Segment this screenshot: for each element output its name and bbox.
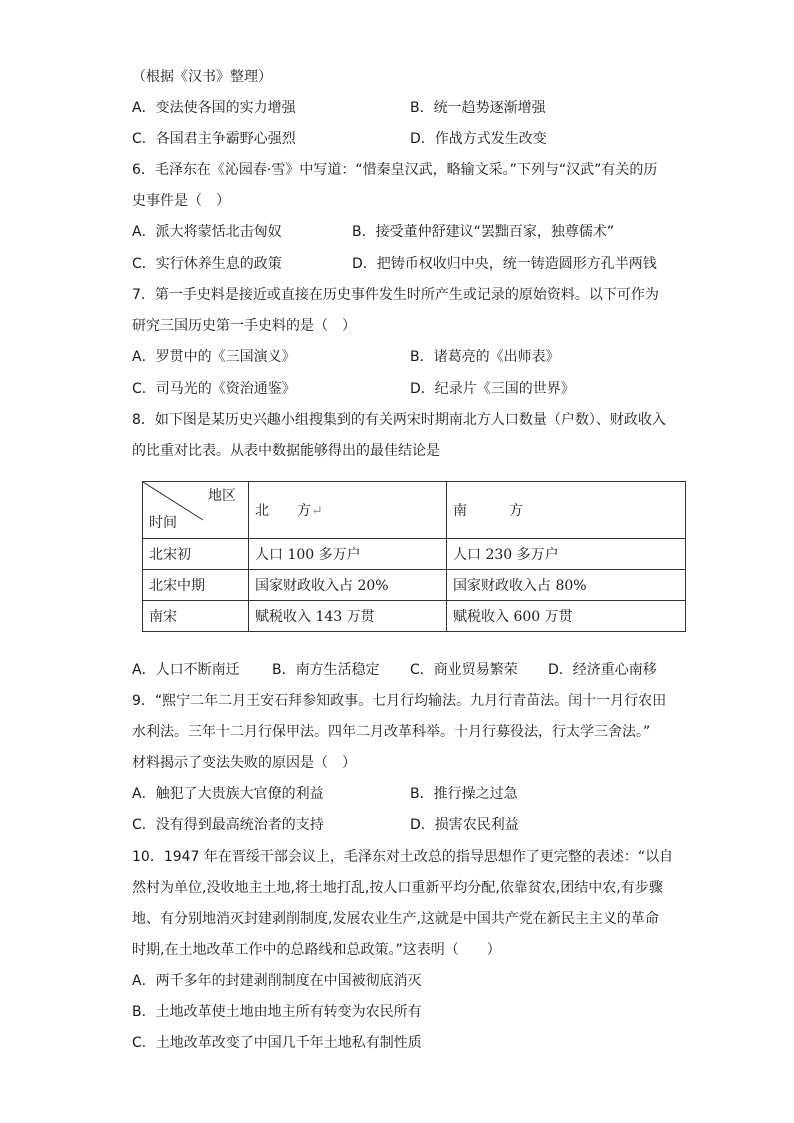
q9-stem-line2: 水利法。三年十二月行保甲法。四年二月改革科举。十月行募役法，行太学三舍法。” — [132, 724, 651, 740]
q9-stem-line1: 9．“熙宁二年二月王安石拜参知政事。七月行均输法。九月行青苗法。闰十一月行农田 — [132, 693, 667, 709]
q5-option-a[interactable]: A．变法使各国的实力增强 — [132, 100, 296, 116]
corner-label-time: 时间 — [149, 515, 177, 531]
q5-option-c[interactable]: C．各国君主争霸野心强烈 — [132, 131, 296, 147]
q7-option-d[interactable]: D．纪录片《三国的世界》 — [410, 381, 575, 397]
q7-option-a[interactable]: A．罗贯中的《三国演义》 — [132, 349, 296, 365]
col-header-south: 南 方 — [447, 482, 686, 539]
q6-option-d[interactable]: D．把铸币权收归中央，统一铸造圆形方孔半两钱 — [352, 256, 657, 272]
q10-stem-line2: 然村为单位,没收地主土地,将土地打乱,按人口重新平均分配,依靠贫农,团结中农,有步骤 — [132, 880, 663, 896]
cell-period: 北宋初 — [143, 539, 249, 570]
q8-option-c[interactable]: C．商业贸易繁荣 — [410, 662, 518, 678]
q9-option-c[interactable]: C．没有得到最高统治者的支持 — [132, 817, 324, 833]
table-row — [143, 570, 686, 601]
q10-stem-line1: 10．1947 年在晋绥干部会议上，毛泽东对土改总的指导思想作了更完整的表述：“以自 — [132, 849, 674, 865]
return-mark-icon: ↵ — [311, 503, 323, 519]
q7-option-b[interactable]: B．诸葛亮的《出师表》 — [410, 349, 560, 365]
q8-option-a[interactable]: A．人口不断南迁 — [132, 662, 240, 678]
q9-option-b[interactable]: B．推行操之过急 — [410, 786, 518, 802]
q6-stem-line1: 6．毛泽东在《沁园春·雪》中写道：“惜秦皇汉武，略输文采。”下列与“汉武”有关的历 — [132, 162, 658, 178]
q10-stem-line4: 时期,在土地改革工作中的总路线和总政策。”这表明（ ） — [132, 942, 501, 958]
q6-option-a[interactable]: A．派大将蒙恬北击匈奴 — [132, 224, 282, 240]
q8-stem-line1: 8．如下图是某历史兴趣小组搜集到的有关两宋时期南北方人口数量（户数）、财政收入 — [132, 412, 666, 428]
col-header-north-text: 北 方 — [255, 503, 311, 519]
population-finance-table — [142, 481, 686, 632]
table-corner-cell — [143, 482, 249, 539]
table-row — [143, 601, 686, 632]
q8-option-d[interactable]: D．经济重心南移 — [548, 662, 657, 678]
table-header-row — [143, 482, 686, 539]
cell-period: 北宋中期 — [143, 570, 249, 601]
source-note: （根据《汉书》整理） — [132, 69, 272, 85]
cell-south: 国家财政收入占 80% — [447, 570, 686, 601]
q9-stem-line3: 材料揭示了变法失败的原因是（ ） — [132, 755, 356, 771]
cell-south: 人口 230 多万户 — [447, 539, 686, 570]
q7-stem-line1: 7．第一手史料是接近或直接在历史事件发生时所产生或记录的原始资料。以下可作为 — [132, 287, 659, 303]
q6-option-c[interactable]: C．实行休养生息的政策 — [132, 256, 282, 272]
q8-stem-line2: 的比重对比表。从表中数据能够得出的最佳结论是 — [132, 443, 440, 459]
q10-option-a[interactable]: A．两千多年的封建剥削制度在中国被彻底消灭 — [132, 973, 422, 989]
col-header-north — [249, 482, 447, 539]
cell-south: 赋税收入 600 万贯 — [447, 601, 686, 632]
corner-label-region: 地区 — [208, 488, 236, 504]
cell-north: 国家财政收入占 20% — [249, 570, 447, 601]
q5-option-b[interactable]: B．统一趋势逐渐增强 — [410, 100, 546, 116]
cell-north: 人口 100 多万户 — [249, 539, 447, 570]
q6-stem-line2: 史事件是（ ） — [132, 193, 230, 209]
q6-option-b[interactable]: B．接受董仲舒建议“罢黜百家，独尊儒术” — [352, 224, 615, 240]
table-row — [143, 539, 686, 570]
q9-option-d[interactable]: D．损害农民利益 — [410, 817, 519, 833]
q7-option-c[interactable]: C．司马光的《资治通鉴》 — [132, 381, 296, 397]
q9-option-a[interactable]: A．触犯了大贵族大官僚的利益 — [132, 786, 324, 802]
q8-option-b[interactable]: B．南方生活稳定 — [272, 662, 380, 678]
q10-stem-line3: 地、有分别地消灭封建剥削制度,发展农业生产,这就是中国共产党在新民主主义的革命 — [132, 911, 659, 927]
q5-option-d[interactable]: D．作战方式发生改变 — [410, 131, 547, 147]
q10-option-c[interactable]: C．土地改革改变了中国几千年土地私有制性质 — [132, 1035, 422, 1051]
cell-period: 南宋 — [143, 601, 249, 632]
q7-stem-line2: 研究三国历史第一手史料的是（ ） — [132, 318, 356, 334]
q10-option-b[interactable]: B．土地改革使土地由地主所有转变为农民所有 — [132, 1004, 422, 1020]
cell-north: 赋税收入 143 万贯 — [249, 601, 447, 632]
